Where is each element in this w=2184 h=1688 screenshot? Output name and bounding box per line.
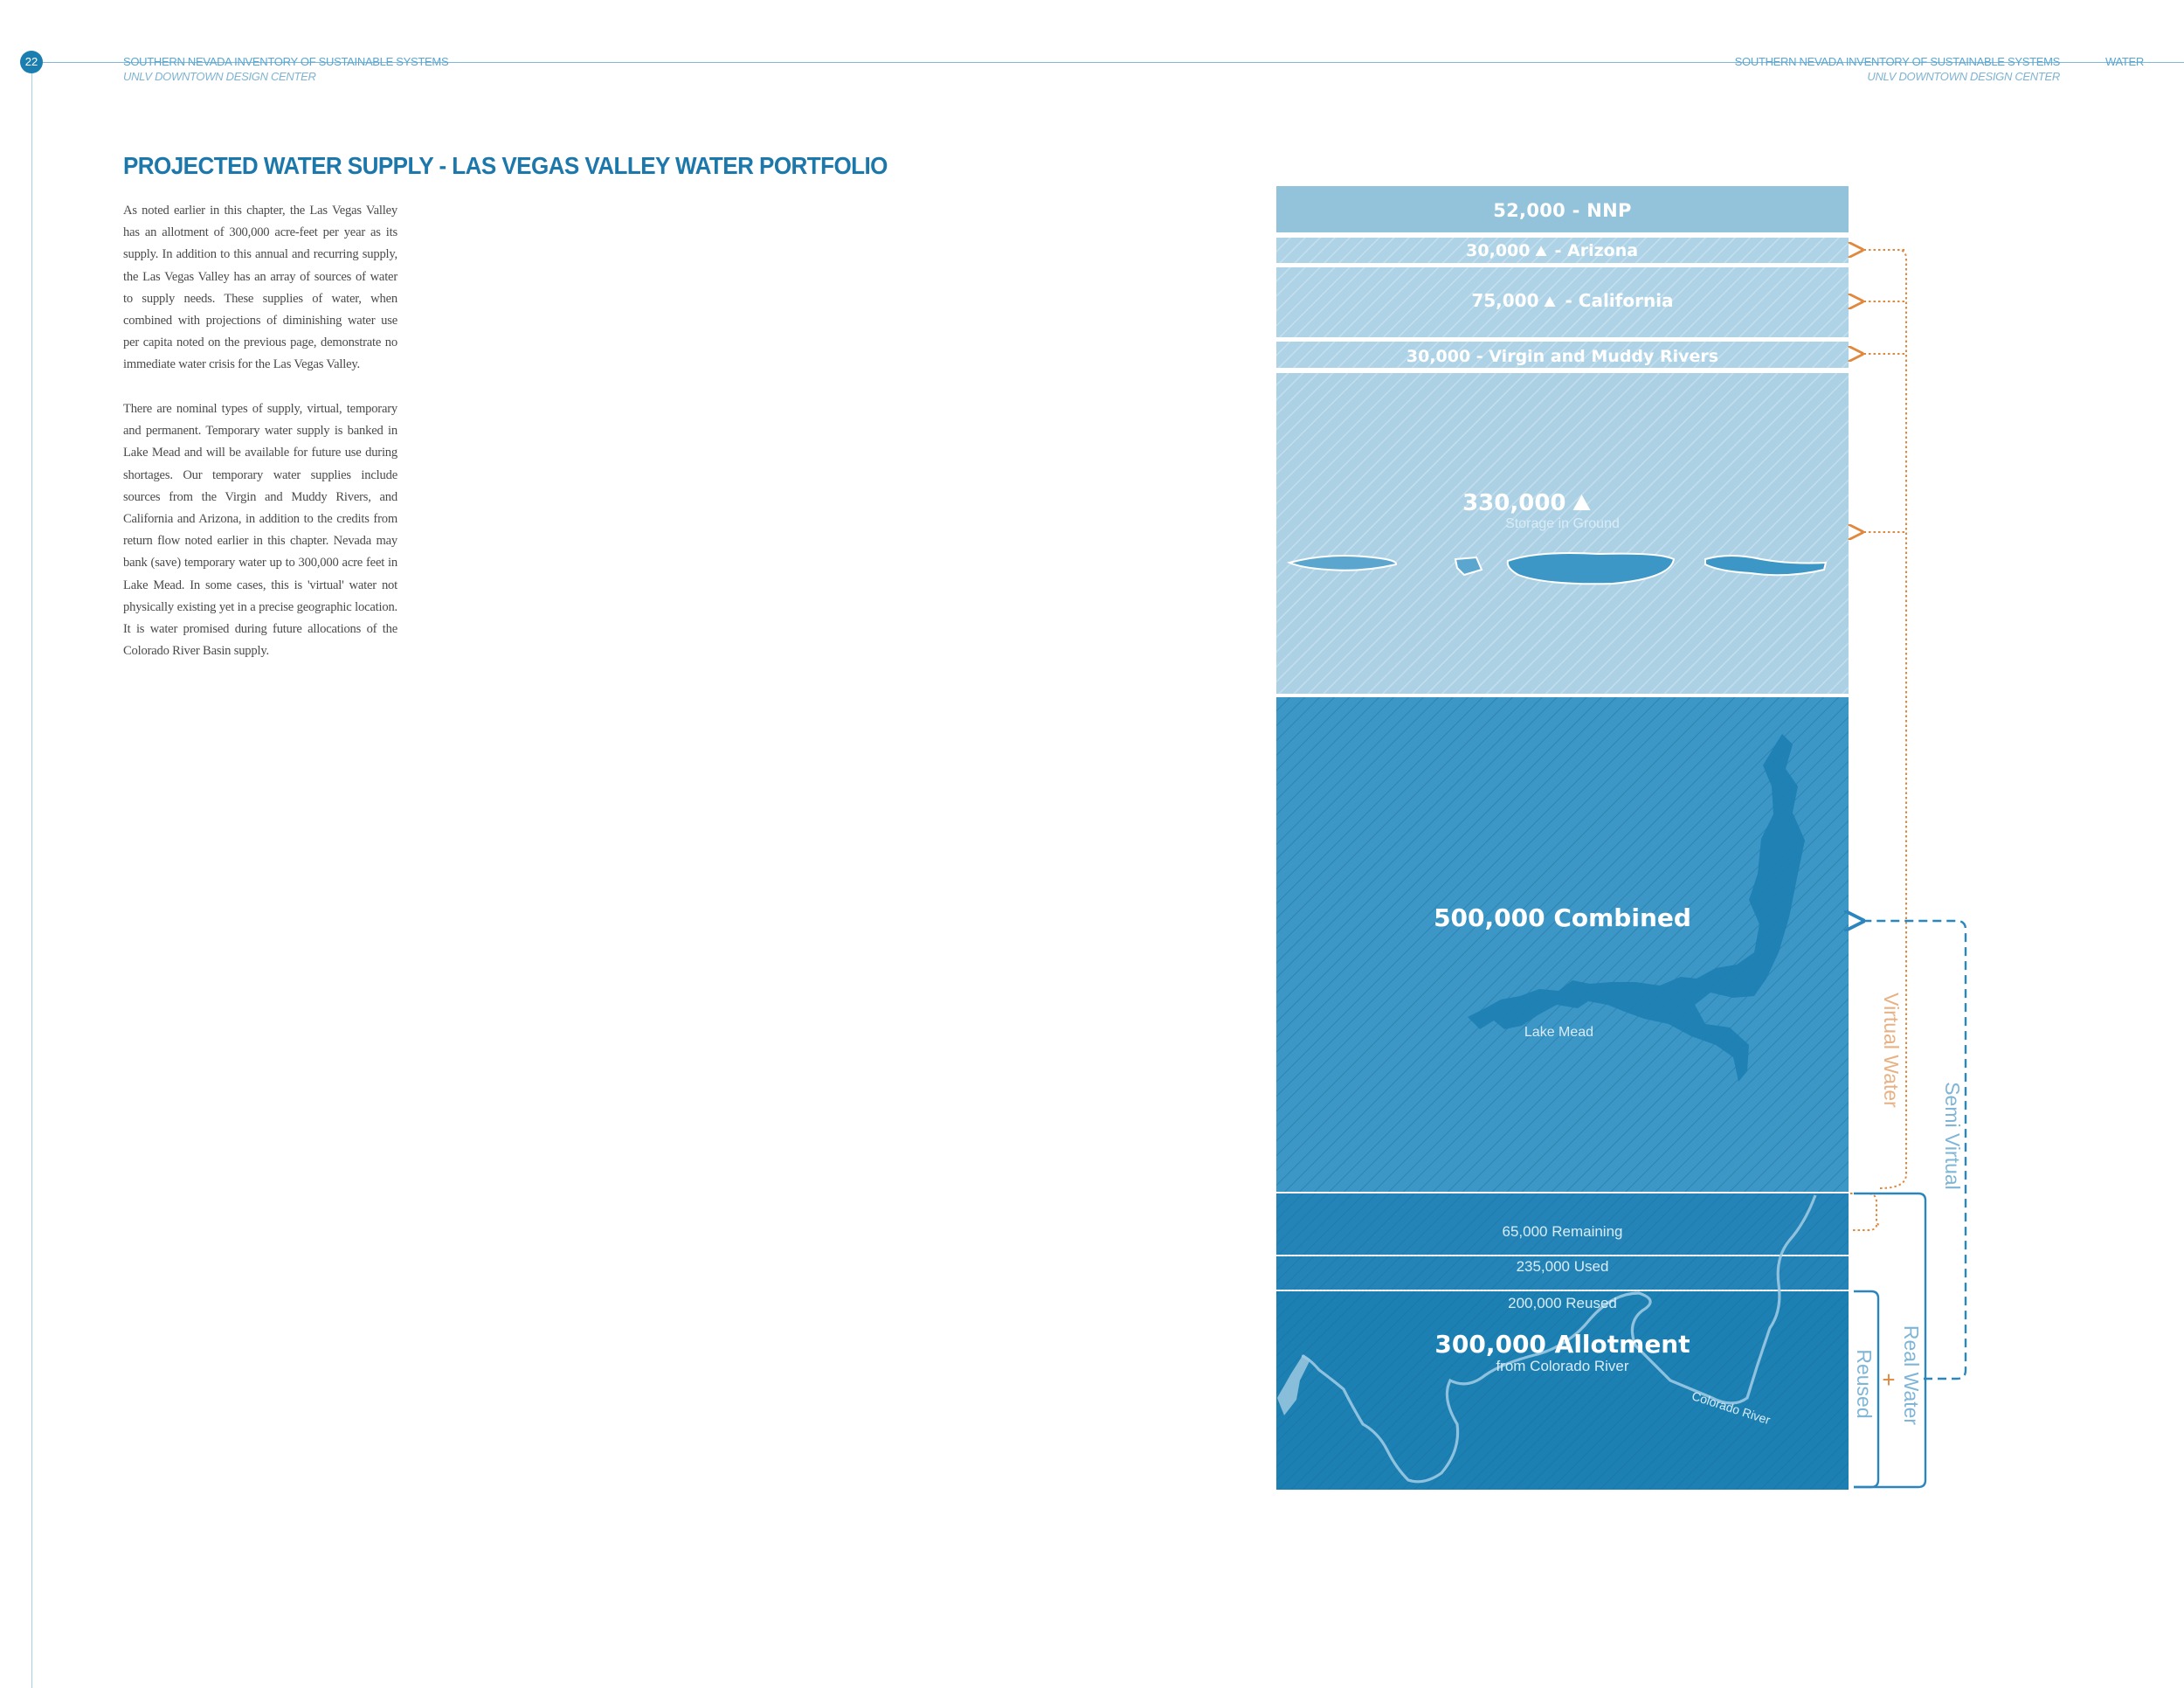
- segment-label-california-value: 75,000: [1471, 290, 1539, 311]
- header-left-title: SOUTHERN NEVADA INVENTORY OF SUSTAINABLE SYSTEMS: [123, 55, 449, 68]
- segment-label-reused: 200,000 Reused: [1508, 1295, 1617, 1311]
- header-right-subtitle: UNLV DOWNTOWN DESIGN CENTER: [1867, 70, 2060, 83]
- reused-label: Reused: [1853, 1349, 1876, 1419]
- segment-label-arizona-name: - Arizona: [1554, 241, 1639, 260]
- allotment-sublabel: from Colorado River: [1496, 1358, 1629, 1374]
- header-section-label: WATER: [2105, 55, 2144, 68]
- segment-sublabel-storage: Storage in Ground: [1505, 516, 1620, 531]
- remaining-bracket: [1850, 1193, 1880, 1230]
- segment-label-used: 235,000 Used: [1516, 1258, 1609, 1275]
- colorado-river-label: Colorado River: [1690, 1388, 1773, 1428]
- allotment-label: 300,000 Allotment: [1434, 1330, 1690, 1359]
- body-paragraph-2: There are nominal types of supply, virtual, temporary and permanent. Temporary water supply is banked in Lake Mead and will be available for future use during shortages. Our temporary water supplies include sources from the Virgin and Muddy Rivers, and California and Arizona, in addition to the credits from return flow noted earlier in this chapter. Nevada may bank (save) temporary water up to 300,000 acre feet in Lake Mead. In some cases, this is 'virtual' water not physically existing yet in a precise geographic location. It is water promised during future allocations of the Colorado River Basin supply.: [123, 402, 397, 659]
- segment-hatch-4: [1276, 373, 1849, 694]
- header-left-subtitle: UNLV DOWNTOWN DESIGN CENTER: [123, 70, 316, 83]
- real-water-label: Real Water: [1900, 1325, 1923, 1426]
- segment-hatch-8: [1276, 1291, 1849, 1490]
- segment-label-arizona-value: 30,000: [1466, 241, 1531, 260]
- page-title: PROJECTED WATER SUPPLY - LAS VEGAS VALLEY WATER PORTFOLIO: [123, 152, 888, 179]
- segment-label-storage-value: 330,000: [1462, 490, 1566, 516]
- bracket-labels: [1853, 993, 1964, 1425]
- segment-label-remaining: 65,000 Remaining: [1502, 1223, 1623, 1240]
- bracket-group: [1850, 250, 1966, 1487]
- page-number: 22: [20, 51, 43, 73]
- segment-label-combined: 500,000 Combined: [1434, 903, 1691, 932]
- segment-sublabel-lake-mead: Lake Mead: [1524, 1025, 1594, 1040]
- segment-hatch-2: [1276, 267, 1849, 337]
- plus-symbol: +: [1882, 1366, 1896, 1393]
- segment-label-nnp: 52,000 - NNP: [1493, 200, 1632, 221]
- semi-virtual-label: Semi Virtual: [1941, 1082, 1964, 1190]
- body-paragraph-1: As noted earlier in this chapter, the Las Vegas Valley has an allotment of 300,000 acre-feet per year as its supply. In addition to this annual and recurring supply, the Las Vegas Valley has an array of sources of water to supply needs. These supplies of water, when combined with projections of diminishing water use per capita noted on the previous page, demonstrate no immediate water crisis for the Las Vegas Valley.: [123, 204, 397, 372]
- segment-label-virgin-muddy: 30,000 - Virgin and Muddy Rivers: [1406, 347, 1719, 366]
- virtual-water-label: Virtual Water: [1880, 993, 1903, 1108]
- header-right-title: SOUTHERN NEVADA INVENTORY OF SUSTAINABLE SYSTEMS: [1734, 55, 2060, 68]
- segment-label-california-name: - California: [1565, 290, 1674, 311]
